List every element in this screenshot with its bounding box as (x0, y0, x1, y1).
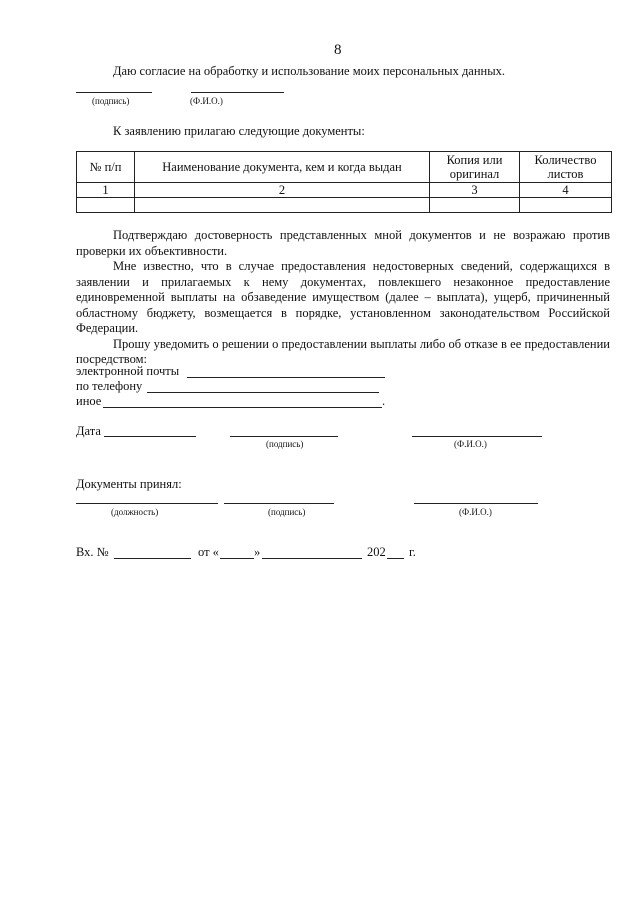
accepted-name-label: (Ф.И.О.) (459, 507, 492, 517)
date-signature-label: (подпись) (266, 439, 304, 449)
consent-text: Даю согласие на обработку и использование моих персональных данных. (113, 64, 506, 78)
other-line[interactable] (103, 407, 382, 408)
other-end-period: . (382, 394, 386, 408)
date-name-label: (Ф.И.О.) (454, 439, 487, 449)
accepted-label: Документы принял: (76, 477, 182, 491)
incoming-quote-close: » (254, 545, 261, 559)
accepted-position-label: (должность) (111, 507, 159, 517)
table-index-row (77, 183, 612, 198)
paragraphs (76, 228, 610, 368)
date-label: Дата (76, 424, 101, 438)
accepted-position-line[interactable] (76, 503, 218, 504)
incoming-number-line[interactable] (114, 558, 191, 559)
date-signature-line[interactable] (230, 436, 338, 437)
incoming-number-label: Вх. № (76, 545, 109, 559)
consent-signature-line (76, 92, 152, 93)
index-cell: 2 (135, 183, 430, 198)
header-doc-name: Наименование документа, кем и когда выдан (135, 152, 430, 183)
table-header-row (77, 152, 612, 183)
liability-paragraph: Мне известно, что в случае предоставления недостоверных сведений, содержащихся в заявлении и прилагаемых к нему документах, повлекшего незаконное предоставление единовременной выплаты на обзаведение имуществом (далее – выплата), ущерб, причиненный областному бюджету, возмещается в порядке, установленном законодательством Российской Федерации. (76, 259, 610, 335)
accepted-name-line[interactable] (414, 503, 538, 504)
empty-cell[interactable] (430, 198, 520, 213)
incoming-year-prefix: 202 (367, 545, 386, 559)
consent-name-line (191, 92, 284, 93)
empty-cell[interactable] (77, 198, 135, 213)
incoming-from-label: от « (198, 545, 219, 559)
header-sheet-count: Количество листов (520, 152, 612, 183)
phone-label: по телефону (76, 379, 143, 393)
documents-intro: К заявлению прилагаю следующие документы: (113, 124, 365, 138)
phone-line[interactable] (147, 392, 379, 393)
table-empty-row (77, 198, 612, 213)
other-label: иное (76, 394, 102, 408)
incoming-year-line[interactable] (387, 558, 404, 559)
incoming-day-line[interactable] (220, 558, 254, 559)
index-cell: 3 (430, 183, 520, 198)
header-number: № п/п (77, 152, 135, 183)
email-line[interactable] (187, 377, 385, 378)
header-copy-original: Копия или оригинал (430, 152, 520, 183)
email-label: электронной почты (76, 364, 180, 378)
empty-cell[interactable] (520, 198, 612, 213)
accepted-signature-line[interactable] (224, 503, 334, 504)
date-name-line[interactable] (412, 436, 542, 437)
incoming-year-suffix: г. (409, 545, 416, 559)
accepted-signature-label: (подпись) (268, 507, 306, 517)
index-cell: 1 (77, 183, 135, 198)
confirm-paragraph: Подтверждаю достоверность представленных мной документов и не возражаю против проверки их объективности. (76, 228, 610, 258)
documents-table (76, 151, 612, 213)
page-number: 8 (334, 42, 342, 58)
incoming-month-line[interactable] (262, 558, 362, 559)
date-line[interactable] (104, 436, 196, 437)
consent-name-label: (Ф.И.О.) (190, 96, 223, 106)
consent-signature-label: (подпись) (92, 96, 130, 106)
notify-paragraph: Прошу уведомить о решении о предоставлении выплаты либо об отказе в ее предоставлении посредством: (76, 336, 610, 366)
empty-cell[interactable] (135, 198, 430, 213)
index-cell: 4 (520, 183, 612, 198)
